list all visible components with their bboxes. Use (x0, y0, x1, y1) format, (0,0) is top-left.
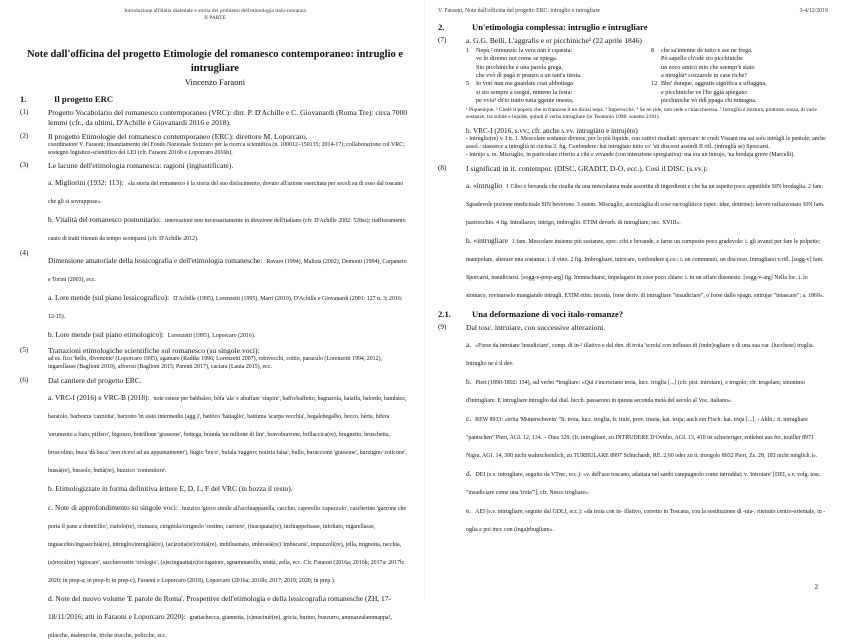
paragraph-9: (9) Dal tosc. intruiare, con successive alterazioni. a. «Forse da intruiare 'insudiciare', comp. di in-¹ illativo e del den. di troia 'scrofa' con influsso di (imbr)ogliare o di una sua var. (lucchese) troglia. Intruglio ne è il dev. b. Pieri (1890-1892: 134), sul verbo *trugliare: «Qui s'incrociano troia, lucc. troglia [...] (cfr. pist. introiare), e trogolo; cfr. trogolare, sinonimo d'intrugliare. E intrugliare intruglio dal dial. lucch. passarono in questa seconda metà del secolo al Voc. italiano». c. REW 8933: «trōia 'Mutterschwein' "It. troia, lucc. troglia, fr. truie, prov. trueia, kat. truja; auch ein Fisch: kat. truja [...]. - Abltt.: it. intrugliare "pantschen" Pieri, AGI. 12, 134. – Diez 329. (It. intrugliare, zu INTRUDERE D'Ovidio, AGI. 13, 410 ist schwieriger, entlehnt aus frz. touiller 8971 Nigra, AGI. 14, 300 nicht wahrscheinlich, zu TURBULARE 8997 Schuchardt, RE. 2,60 oder zu it. truogolo 8932 Pieri, Zs. 28, 183 nicht möglich.)». d. DEI (s.v. intrugliare, seguito da VTrec, ecc.): «v. dell'uso toscano, adattata nel sardo campugnolo come intruddai; v. 'introiare' [DEI, s.v. volg. tosc. "insudiciare come una 'troia'"], cfr. Nesce trogliare». e. AEI (s.v. intrugliare; seguito dal GDLI, ecc.): «da troia con in- illativo, corretto in Toscana, con la sostituzione di -nia-, ritenuto centro-orientale, in -oglia e poi incr. con (inga)rbugliare». (438, 323, 828, 536)
sonnet-line: un zoco amico mio che ssempr'è stato (661, 63, 755, 71)
vrc-entry-intrugliare: - intrùglio(re) v. I tr. 1. Mescolare sostanze diverse, per lo più liquide, con cattivi risultati: spercare: te credi Vissani ma sai solo intrùgli le pentole; anche assol.: stasserce a intruglià in cucina 2. fig. Confondere: hai intrugiato tutto co' 'sti discorsi assurdi II rifl. (intruglià se) Sporcarsi. (466, 136, 826, 151)
sonnet-line: Sto picchiniche è una parola grega, (476, 63, 563, 71)
sonnet-line: ve lo diremo noi come se spiega. (476, 55, 558, 63)
sonnet-line: 8 che sa'intenne de tutto e sse ne frega. (651, 47, 753, 55)
paragraph-9-item-d: d. DEI (s.v. intrugliare, seguito da VTrec, ecc.): «v. dell'uso toscano, adattata nel sardo campugnolo come intruddai; v. 'introiare' [DEI, s.v. volg. tosc. "insudiciare come una 'troia'"], cfr. Nesce trogliare». (466, 468, 822, 496)
paragraph-8: (8) I significati in it. contempor. (DISC, GRADIT, D-O, ecc.). Così il DISC (s.vv.): a. «intruglio 1 Cibo o bevanda che risulta da una mescolanza male assortita di ingredienti e che ha un aspetto poco appetibile SIN brodaglia. 2 fam. Sgradevole pozione medicinale SIN beverone. 3 estens. Miscuglio, accozzaglia di cose raccogliticce (spec. idee, dottrine); lavoro raffazzonato SIN fam. pastrocchio. 4 fig. Intrallazzo, intrigo, imbroglio. ETIM deverb. di intrugliare; sec. XVIII». b. «intrugliare 1 fam. Mescolare insieme più sostanze, spec. cibi e bevande, e farne un composto poco gradevole: i. gli avanzi per fare le polpette; manipolare, alterare una sostanza: i. il vino. 2 fig. Imbrogliare, intricare, confondere q.co.: i. un commento, un discorso. Intrugliarsi v.rifl. [sogg-v] fam. Sporcarsi, insudiciarsi. [sogg-v-prep-arg] fig. Immischiarsi, impelagarsi in cose poco chiare: i. in un affare disonesto. [sogg-v-arg] Nella loc. i. lo stomaco, rovinarselo mangiando intrugli. ETIM etim. incerta, forse deriv. di intrugliare "insudiciare", o forse dallo spagn. entrujar "intascare"; a. 1869». (438, 164, 828, 302)
author-name: Vincenzo Faraoni (184, 77, 246, 88)
sonnet-line: pe vvia³ ch'io tratto tutta ggente onesta, (476, 96, 574, 104)
running-head-left: Introduzione all'Italia dialettale e storia dei problemi dell'etimologia italo-romanza II PARTE (124, 8, 306, 21)
paragraph-6-item-a: a. VRC-I (2016) e VRC-B (2018): note estese per babbaleo, bòfa 'ala' e abuffare 'stupire', baffo/baffetto, bagnarola, baiaffa, balordo, bambace, baratolo, barbozza 'cazzotta', barzotto 'in stato intermedio (agg.)', battòco 'battaglio', battùma 'scarpa vecchia', begalebegalbo, becco, bèrta, bifera 'strumento a fiato, piffero', bigonzo, botrillone 'grassone', bottega, brànda 'un milione di lire', bravobravone, brillaccica(re), brugnetto, bruschetta, bruscolino, buca 'dà buca' 'non ricevi ad un appuntamento'), bugio 'buco', bufala 'raggiro; notizia falsa', bullo, buraccione 'grassone', burzugno 'zoticone', bussà(re), bussolo, buttà(re), buzzico 'contenitore'. (48, 392, 407, 474)
paragraph-1: (1) Progetto Vocabolario del romanesco contemporaneo (VRC): dirr. P. D'Achille e C. Giovanardi (Roma Tre): circa 7000 lemmi (cfr., da ultimi, D'Achille e Giovanardi 2016 e 2018). (20, 108, 408, 127)
disc-entry-intrugliare: b. «intrugliare 1 fam. Mescolare insieme più sostanze, spec. cibi e bevande, e farne un composto poco gradevole: i. gli avanzi per fare le polpette; manipolare, alterare una sostanza: i. il vino. 2 fig. Imbrogliare, intricare, confondere q.co.: i. un commento, un discorso. Intrugliarsi v.rifl. [sogg-v] fam. Sporcarsi, insudiciarsi. [sogg-v-prep-arg] fig. Immischiarsi, impelagarsi in cose poco chiare: i. in un affare disonesto. [sogg-v-arg] Nella loc. i. lo stomaco, rovinarselo mangiando intrugli. ETIM etim. incerta, forse deriv. di intrugliare "insudiciare", o forse dallo spagn. entrujar "intascare"; a. 1869». (466, 235, 825, 299)
paragraph-9-item-e: e. AEI (s.v. intrugliare; seguito dal GDLI, ecc.): «da troia con in- illativo, corretto in Toscana, con la sostituzione di -nia-, ritenuto centro-orientale, in -oglia e poi incr. con (inga)rbugliare». (466, 505, 826, 533)
right-column (438, 8, 828, 593)
section-heading-1: 1. Il progetto ERC (20, 94, 114, 105)
paragraph-6: (6) Dal cantiere del progetto ERC. a. VRC-I (2016) e VRC-B (2018): note estese per babbaleo, bòfa 'ala' e abuffare 'stupire', baffo/baffetto, bagnarola, baiaffa, balordo, bambace, baratolo, barbozza 'cazzotta', barzotto 'in stato intermedio (agg.)', battòco 'battaglio', battùma 'scarpa vecchia', begalebegalbo, becco, bèrta, bifera 'strumento a fiato, piffero', bigonzo, botrillone 'grassone', bottega, brànda 'un milione di lire', bravobravone, brillaccica(re), brugnetto, bruschetta, bruscolino, buca 'dà buca' 'non ricevi ad un appuntamento'), bugio 'buco', bufala 'raggiro; notizia falsa', bullo, buraccione 'grassone', burzugno 'zoticone', bussà(re), bussolo, buttà(re), buzzico 'contenitore'. b. Etimologizzate in forma definitiva lettere E, D, L, F del VRC (in bozza il resto). c. Note di approfondimento su singole voci: buzzico 'gioco simile all'acchiapparella, cacchio, caporello 'capezzolo', cascherino 'garzone che porta il pane a domicilio', ciafolo(re), ciumaca, cirignola/cirignolo 'cestino, carriere', (inacquata(re), inchiappettasse, infoltato, ingarellasse, inguacchio/inguacchià(re), intruglio/intruglià(re), (az)zotta(re)/zottà(re), imbilusinato, imbrosià(re) 'imbucarsi', impuzzolì(re), jella, mignotta, racchia, (a)rrocà(re) 'rigiocare', saccherosette 'orologio', (a)scinguatta(n)/sciugatore, sgnammarello, stuttà, zella, ecc. Cfr. Faraoni (2016a; 2016b; 2017a: 2017b; 2020; in prep-a; in prep-b; in prep-c), Faraoni e Loporcaro (2018), Loporcaro (2016a; 2016b; 2017; 2019; 2020; in prep.). d. Note del nuovo volume 'E parole de Roma'. Prospettive dell'etimologia e della lessicografia romanesche (ZH, 17-18/11/2016; atti in Faraoni e Loporcaro 2020): grattachecca, giannetta, (s)muciniè(re), gricia, burino, buzzurro, ammazzalammappa!, pilacche, mabrucche, triche trucche, policche, ecc. (20, 376, 410, 642)
paragraph-4-item-b: b. Lore mende (sul piano etimologico): Lorenzetti (1995), Loporcaro (2016). (48, 330, 256, 340)
left-column (20, 8, 410, 639)
paragraph-6-item-c: c. Note di approfondimento su singole voci: buzzico 'gioco simile all'acchiapparella, cacchio, caporello 'capezzolo', cascherino 'garzone che porta il pane a domicilio', ciafolo(re), ciumaca, cirignola/cirignolo 'cestino, carriere', (inacquata(re), inchiappettasse, infoltato, ingarellasse, inguacchio/inguacchià(re), intruglio/intruglià(re), (az)zotta(re)/zottà(re), imbilusinato, imbrosià(re) 'imbucarsi', impuzzolì(re), jella, mignotta, racchia, (a)rrocà(re) 'rigiocare', saccherosette 'orologio', (a)scinguatta(n)/sciugatore, sgnammarello, stuttà, zella, ecc. Cfr. Faraoni (2016a; 2016b; 2017a: 2017b; 2020; in prep-a; in prep-b; in prep-c), Faraoni e Loporcaro (2018), Loporcaro (2016a; 2016b; 2017; 2019; 2020; in prep.). (48, 502, 407, 584)
sonnet-footnote: ¹ Piquenique. ² Credè il popolo che in francese il no dicasi nepà. ³ Imperocché. ⁴ Se ne ride, non cede a chiacchierssa. ⁵ Intruglio è mistura, piuttosto sozza, di varie sostanze, tra solide e liquide, quindi il verbo intrugliare (in Teodonio 1998: sonetto 2161). (466, 107, 817, 121)
sonnet-left-half (466, 47, 643, 105)
paragraph-5: (5) Trattazioni etimologiche scientifiche sul romanesco (su singole voci): ad es. fico 'bello, divertente' (Loporcaro 1995), sgamare (Radtke 1996; Lorenzetti 2007), robivecchi, cottio, paraculo (Lorenzetti 1994, 2012), ingarellasse (Baglioni 2010), afforosi (Baglioni 2015; Parenti 2017), caciara (Lauta 2015), ecc. (20, 346, 383, 371)
sonnet-line: Pò sapello ch'odè sto picchiniche (661, 55, 743, 63)
column-divider (424, 0, 425, 599)
paragraph-7: (7) a. G.G. Belli, L'aggrafis e er picchiniche¹ (22 aprile 1846) 1 Nepà,² mmunzù: la vera nan è cquesta: ve lo diremo noi come se spiega. Sto picchiniche è una parola grega, che vvò dì pagà ir pranzo a un tant'a ttesta. 5 Io vorì nun me guardate cuai abbottega si sto sempre a sseguì, mmeno la festa: pe vvia³ ch'io tratto tutta ggente onesta, 8 che sa'intenne de tutto e sse ne frega. Pò sapello ch'odè sto picchiniche un zoco amico mio che ssempr'è stato a ntruglià⁴ cozzarole in case riche? 12 Bbe' dunque, aggratis significa a uffaggna, e picchiniche ve l'ho ggià spiegato: picchiniche vò ddì ppaga chi mmagna. ¹ Piquenique. ² Credè il popolo che in francese il no dicasi nepà. ³ Imperocché. ⁴ Se ne ride, non cede a chiacchierssa. ⁵ Intruglio è mistura, piuttosto sozza, di varie sostanze, tra solide e liquide, quindi il verbo intrugliare (in Teodonio 1998: sonetto 2161). b. VRC-I (2016, s.vv.; cfr. anche s.vv. intrugiàto e intrujèto) - intrùglio(re) v. I tr. 1. Mescolare sostanze diverse, per lo più liquide, con cattivi risultati: spercare: te credi Vissani ma sai solo intrùgli le pentole; anche assol.: stasserce a intruglià in cucina 2. fig. Confondere: hai intrugiato tutto co' 'sti discorsi assurdi II rifl. (intruglià se) Sporcarsi. - intrùjo s. m. Miscuglio, in particolare riferito a cibi e vivande (con intenzione spregiativa): ma era un intrujo, 'na brodaja greve (Marcelli). (438, 36, 828, 160)
sonnet-line: e picchiniche ve l'ho ggià spiegato: (661, 88, 748, 96)
paragraph-3-item-b: b. Vitalità del romanesco postunitario: innovazioni non necessariamente in direzione dell'italiano (cfr. D'Achille 2002: 528ss); riaffioramento cauto di tratti ritenuti da tempo scomparsi (cfr. D'Achille 2012). (48, 215, 406, 243)
paragraph-4: (4) Dimensione amatoriale della lessicografia e dell'etimologia romanesche: Ravaro (1994), Malizia (2002), Demonti (1994), Carpaneto e Torini (2003), ecc. a. Lore mende (sul piano lessicografico): D'Achille (1995), Lorenzetti (1995), Marri (2010), D'Achille e Giovanardi (2001: 127 n. 3; 2016: 12-15). b. Lore mende (sul piano etimologico): Lorenzetti (1995), Loporcaro (2016). (20, 249, 410, 342)
belli-sonnet (466, 47, 828, 105)
vrc-entry-intrujo: - intrùjo s. m. Miscuglio, in particolare riferito a cibi e vivande (con intenzione spregiativa): ma era un intrujo, 'na brodaja greve (Marcelli). (466, 152, 795, 159)
sonnet-line: che vvò dì pagà ir pranzo a un tant'a ttesta. (476, 71, 582, 79)
sonnet-line: si sto sempre a sseguì, mmeno la festa: (476, 88, 573, 96)
paragraph-6-item-d: d. Note del nuovo volume 'E parole de Roma'. Prospettive dell'etimologia e della lessicografia romanesche (ZH, 17-18/11/2016; atti in Faraoni e Loporcaro 2020): grattachecca, giannetta, (s)muciniè(re), gricia, burino, buzzurro, ammazzalammappa!, pilacche, mabrucche, triche trucche, policche, ecc. (48, 593, 392, 639)
paragraph-2: (2) Il progetto Etimologie del romanesco contemporaneo (ERC): direttore M. Loporcaro, coordinatore V. Faraoni; finanziamento del Fondo Nazionale Svizzero per la ricerca scientifica (n. 100012–150135; 2014-17); collaborazione col VRC; sostegno logistico-scientifico del LEI (cfr. Faraoni 2016b e Loporcaro 2016b). (20, 131, 405, 156)
paragraph-3: (3) Le lacune dell'etimologia romanesca: ragioni (ingiustificate). a. Migliorini (1932: 113): «la storia del romanesco è la storia del suo disfacimento, dovuto all'azione esercitata per secoli su di esso dal toscano che gli si sovrappose». b. Vitalità del romanesco postunitario: innovazioni non necessariamente in direzione dell'italiano (cfr. D'Achille 2002: 528ss); riaffioramento cauto di tratti ritenuti da tempo scomparsi (cfr. D'Achille 2012). (20, 161, 410, 245)
running-head-right: V. Faraoni, Note dall'officina del progetto ERC: intruglio e intrugliare 3-4/12/2019 (438, 8, 828, 14)
sonnet-line: a ntruglià⁴ cozzarole in case riche? (661, 71, 748, 79)
section-heading-2: 2. Un'etimologia complessa: intruglio e intrugliare (438, 22, 648, 33)
sonnet-line: 12 Bbe' dunque, aggratis significa a uffaggna, (651, 80, 767, 88)
document-title: Note dall'officina del progetto Etimologie del romanesco contemporaneo: intruglio e intrugliare (26, 48, 404, 74)
sonnet-line: picchiniche vò ddì ppaga chi mmagna. (661, 96, 757, 104)
paragraph-6-item-b: b. Etimologizzate in forma definitiva lettere E, D, L, F del VRC (in bozza il resto). (48, 483, 293, 493)
paragraph-4-item-a: a. Lore mende (sul piano lessicografico): D'Achille (1995), Lorenzetti (1995), Marri (2010), D'Achille e Giovanardi (2001: 127 n. 3; 2016: 12-15). (48, 293, 403, 321)
page-number: 2 (814, 583, 818, 591)
paragraph-9-item-b: b. Pieri (1890-1892: 134), sul verbo *trugliare: «Qui s'incrociano troia, lucc. troglia [...] (cfr. pist. introiare), e trogolo; cfr. trogolare, sinonimo d'intrugliare. E intrugliare intruglio dal dial. lucch. passarono in questa seconda metà del secolo al Voc. italiano». (466, 376, 805, 404)
disc-entry-intruglio: a. «intruglio 1 Cibo o bevanda che risulta da una mescolanza male assortita di ingredienti e che ha un aspetto poco appetibile SIN brodaglia. 2 fam. Sgradevole pozione medicinale SIN beverone. 3 estens. Miscuglio, accozzaglia di cose raccogliticce (spec. idee, dottrine); lavoro raffazzonato SIN fam. pastrocchio. 4 fig. Intrallazzo, intrigo, imbroglio. ETIM deverb. di intrugliare; sec. XVIII». (466, 180, 825, 226)
paragraph-9-item-c: c. REW 8933: «trōia 'Mutterschwein' "It. troia, lucc. troglia, fr. truie, prov. trueia, kat. truja; auch ein Fisch: kat. truja [...]. - Abltt.: it. intrugliare "pantschen" Pieri, AGI. 12, 134. – Diez 329. (It. intrugliare, zu INTRUDERE D'Ovidio, AGI. 13, 410 ist schwieriger, entlehnt aus frz. touiller 8971 Nigra, AGI. 14, 300 nicht wahrscheinlich, zu TURBULARE 8997 Schuchardt, RE. 2,60 oder zu it. truogolo 8932 Pieri, Zs. 28, 183 nicht möglich.)». (466, 413, 818, 459)
sonnet-line: 5 Io vorì nun me guardate cuai abbottega (466, 80, 573, 88)
sonnet-line: 1 Nepà,² mmunzù: la vera nan è cquesta: (466, 47, 573, 55)
vrc-entry-heading: b. VRC-I (2016, s.vv.; cfr. anche s.vv. intrugiàto e intrujèto) (466, 126, 638, 135)
sonnet-right-half (651, 47, 828, 105)
paragraph-3-item-a: a. Migliorini (1932: 113): «la storia del romanesco è la storia del suo disfacimento, dovuto all'azione esercitata per secoli su di esso dal toscano che gli si sovrappose». (48, 178, 404, 206)
paragraph-9-item-a: a. «Forse da intruiare 'insudiciare', comp. di in-¹ illativo e del den. di troia 'scrofa' con influsso di (imbr)ogliare o di una sua var. (lucchese) troglia. Intruglio ne è il dev. (466, 339, 815, 367)
section-heading-2-1: 2.1. Una deformazione di voci italo-romanze? (438, 308, 624, 319)
